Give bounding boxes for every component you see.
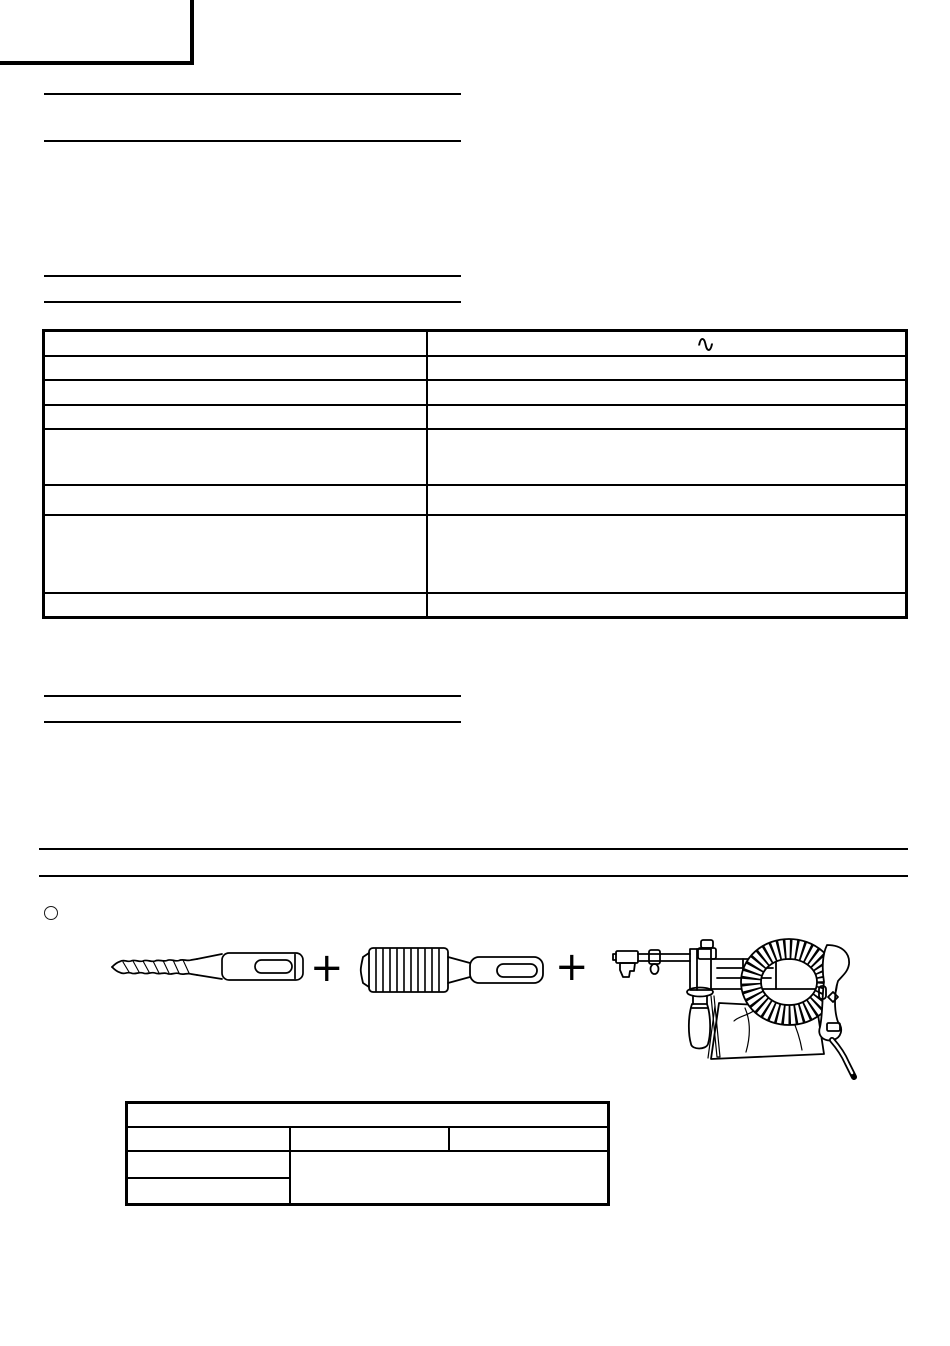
spec-cell-r5c2 (427, 429, 907, 485)
spec-cell-r3c2 (427, 380, 907, 405)
combo-cell-merged (290, 1151, 609, 1205)
spec-cell-r8c1 (44, 593, 427, 618)
section3-heading-rule-top (44, 695, 461, 697)
spec-cell-r7c1 (44, 515, 427, 593)
section2-heading-rule-top (44, 275, 461, 277)
combo-cell-r3c1 (127, 1151, 290, 1178)
spec-cell-r2c2 (427, 356, 907, 380)
spec-cell-r1c2 (427, 331, 907, 356)
section3-heading-rule-bottom (44, 721, 461, 723)
spec-cell-r4c1 (44, 405, 427, 429)
section2-heading-rule-bottom (44, 301, 461, 303)
spec-cell-r6c2 (427, 485, 907, 515)
adapter-illustration (357, 940, 549, 1000)
spec-cell-r7c2 (427, 515, 907, 593)
spec-cell-r4c2 (427, 405, 907, 429)
plus-sign: + (310, 945, 344, 991)
circle-bullet-icon (44, 906, 58, 920)
combo-header-cell (127, 1103, 609, 1127)
spec-cell-r2c1 (44, 356, 427, 380)
top-left-frame-box (0, 0, 194, 65)
specifications-table (42, 329, 908, 619)
spec-cell-r3c1 (44, 380, 427, 405)
spec-cell-r1c1 (44, 331, 427, 356)
divider-rule-bottom (39, 875, 908, 877)
section1-heading-rule-top (44, 93, 461, 95)
ac-power-symbol: ∿ (695, 330, 716, 358)
rotary-hammer-illustration (593, 926, 887, 1080)
plus-sign: + (555, 944, 589, 990)
accessory-combination-table (125, 1101, 610, 1206)
spec-cell-r5c1 (44, 429, 427, 485)
spec-cell-r6c1 (44, 485, 427, 515)
combo-cell-r2c3 (449, 1127, 609, 1151)
combo-cell-r2c1 (127, 1127, 290, 1151)
combo-cell-r2c2 (290, 1127, 449, 1151)
section1-heading-rule-bottom (44, 140, 461, 142)
combo-cell-r4c1 (127, 1178, 290, 1205)
drill-bit-illustration (108, 946, 308, 988)
divider-rule-top (39, 848, 908, 850)
spec-cell-r8c2 (427, 593, 907, 618)
